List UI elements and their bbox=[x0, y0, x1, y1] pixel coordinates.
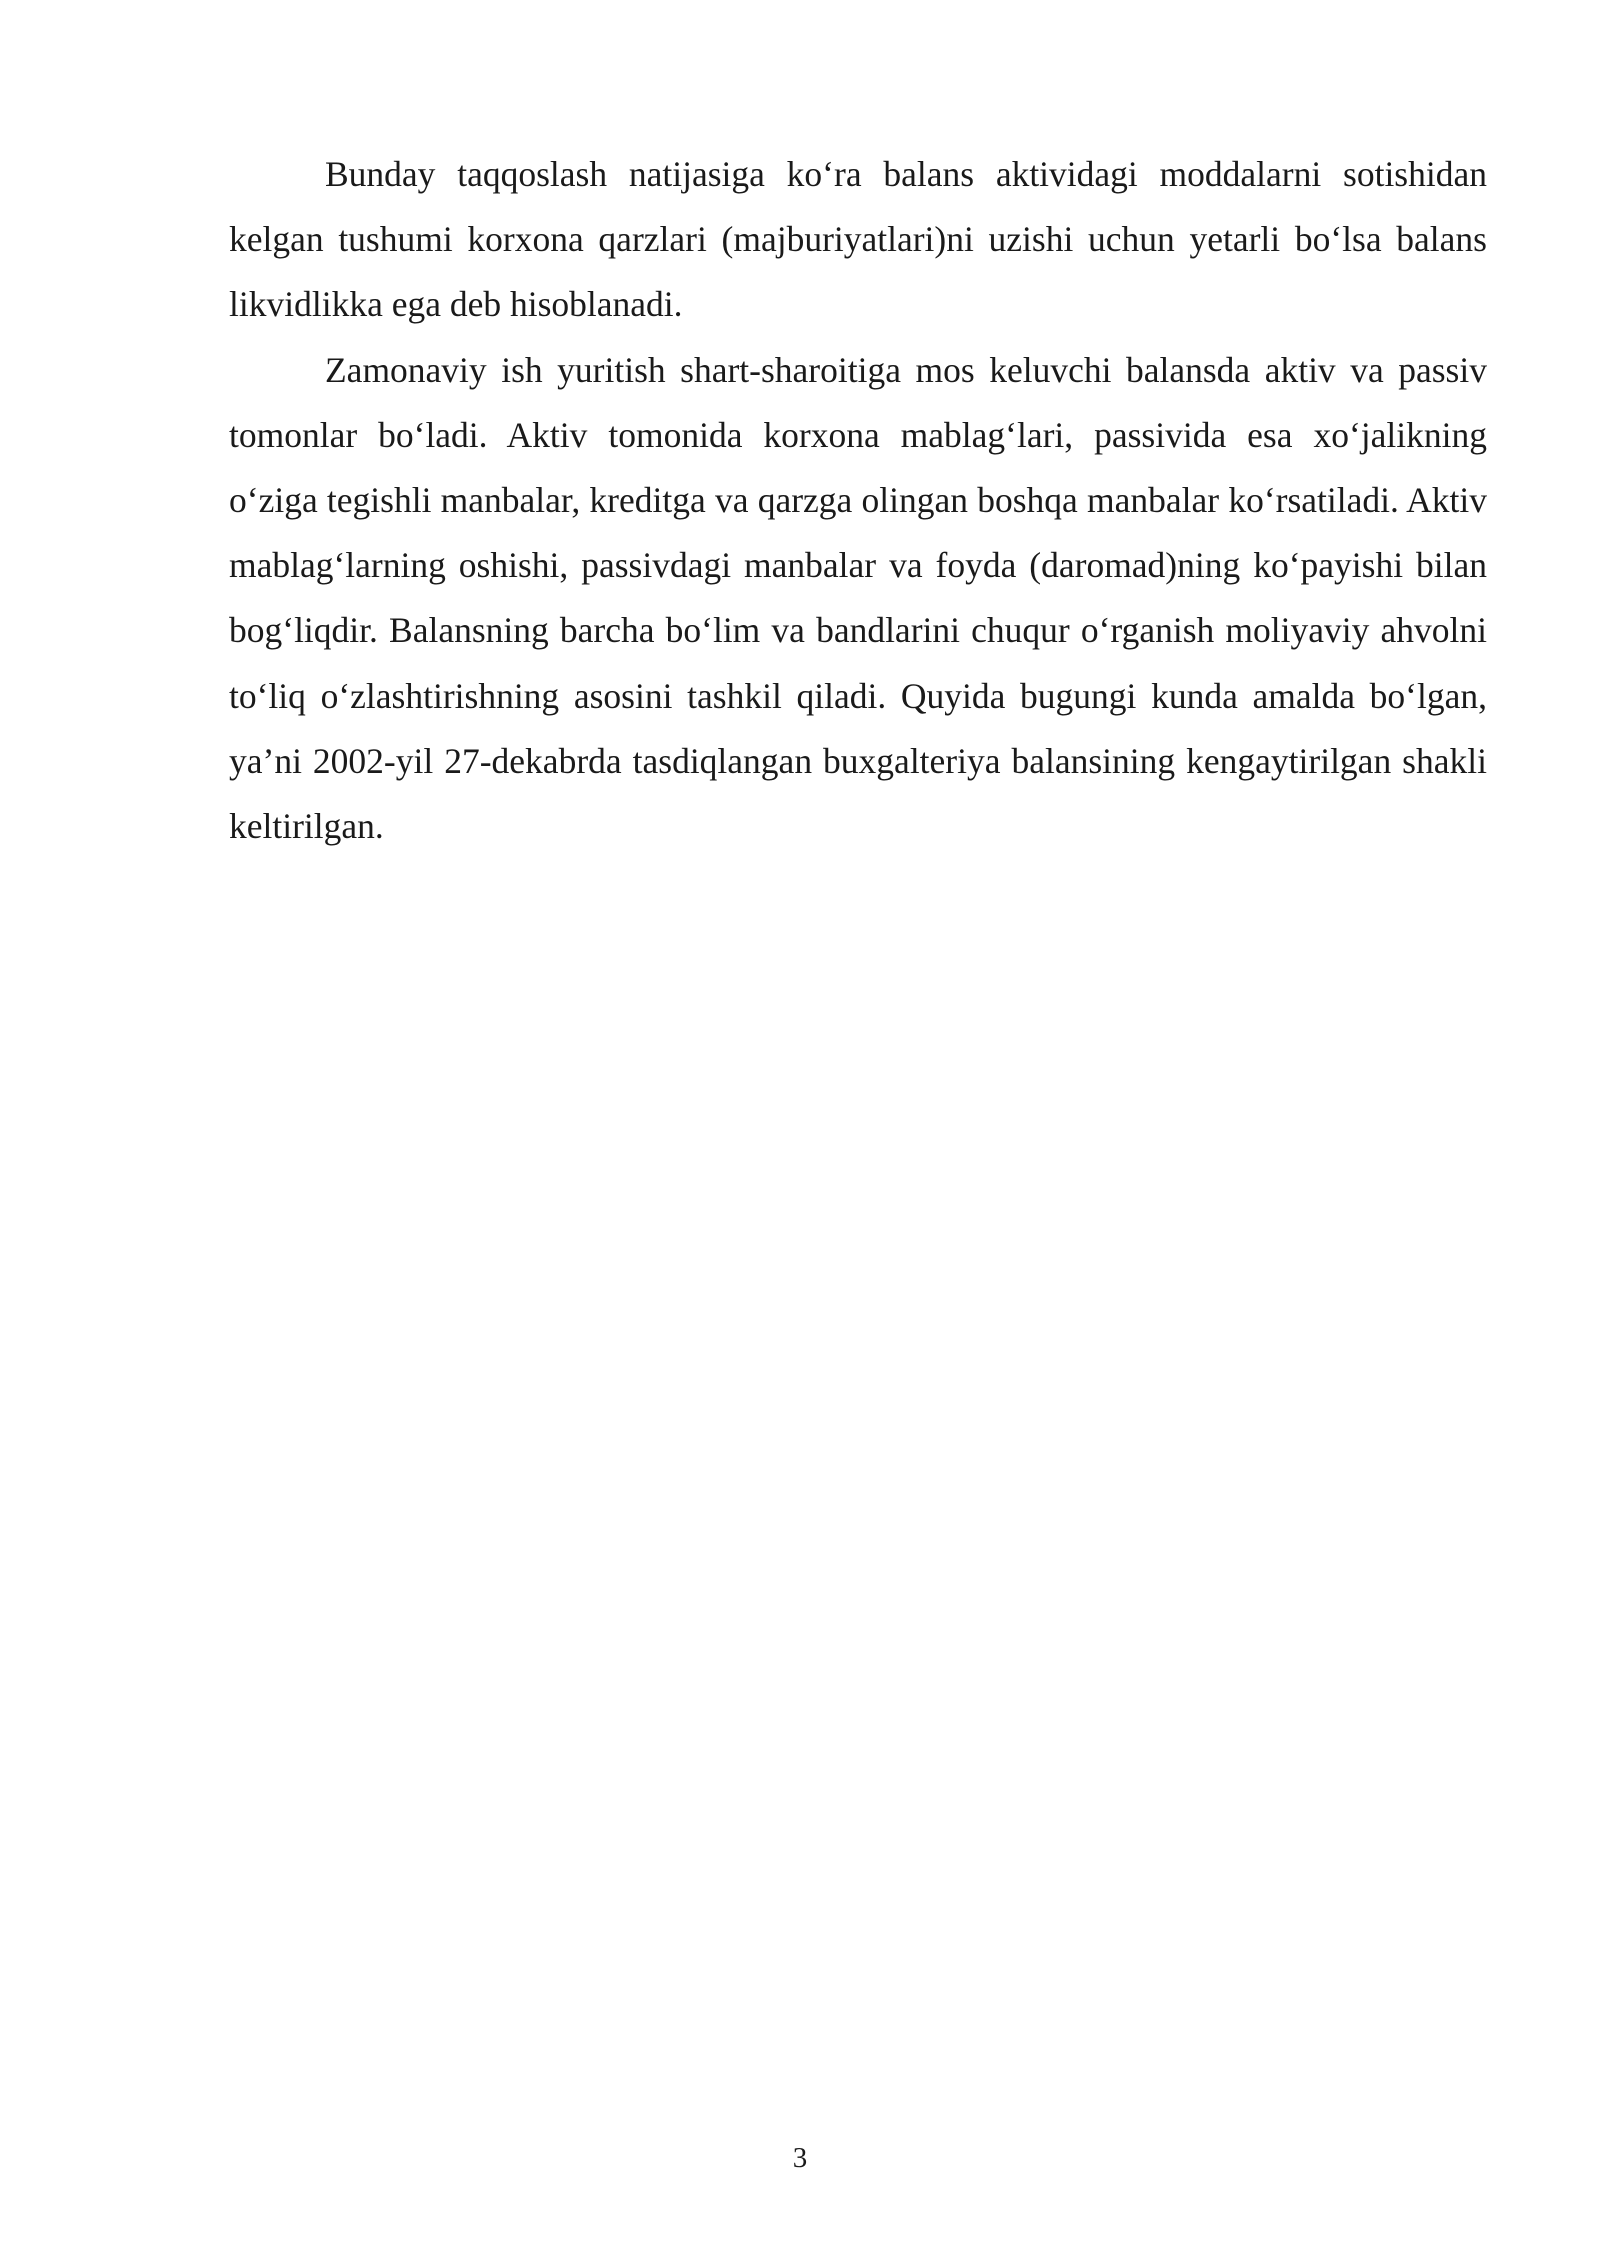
body-text bbox=[229, 142, 1487, 859]
paragraph-liquidity: Bunday taqqoslash natijasiga ko‘ra balans aktividagi moddalarni sotishidan kelgan tushumi korxona qarzlari (majburiyatlari)ni uzishi uchun yetarli bo‘lsa balans likvidlikka ega deb hisoblanadi. bbox=[229, 154, 1487, 325]
paragraph-balance-structure: Zamonaviy ish yuritish shart-sharoitiga mos keluvchi balansda aktiv va passiv tomonlar bo‘ladi. Aktiv tomonida korxona mablag‘lari, passivida esa xo‘jalikning o‘ziga tegishli manbalar, kreditga va qarzga olingan boshqa manbalar ko‘rsatiladi. Aktiv mablag‘larning oshishi, passivdagi manbalar va foyda (daromad)ning ko‘payishi bilan bog‘liqdir. Balansning barcha bo‘lim va bandlarini chuqur o‘rganish moliyaviy ahvolni to‘liq o‘zlashtirishning asosini tashkil qiladi. Quyida bugungi kunda amalda bo‘lgan, ya’ni 2002-yil 27-dekabrda tasdiqlangan buxgalteriya balansining kengaytirilgan shakli keltirilgan. bbox=[229, 349, 1487, 847]
page-number: 3 bbox=[792, 2142, 808, 2174]
